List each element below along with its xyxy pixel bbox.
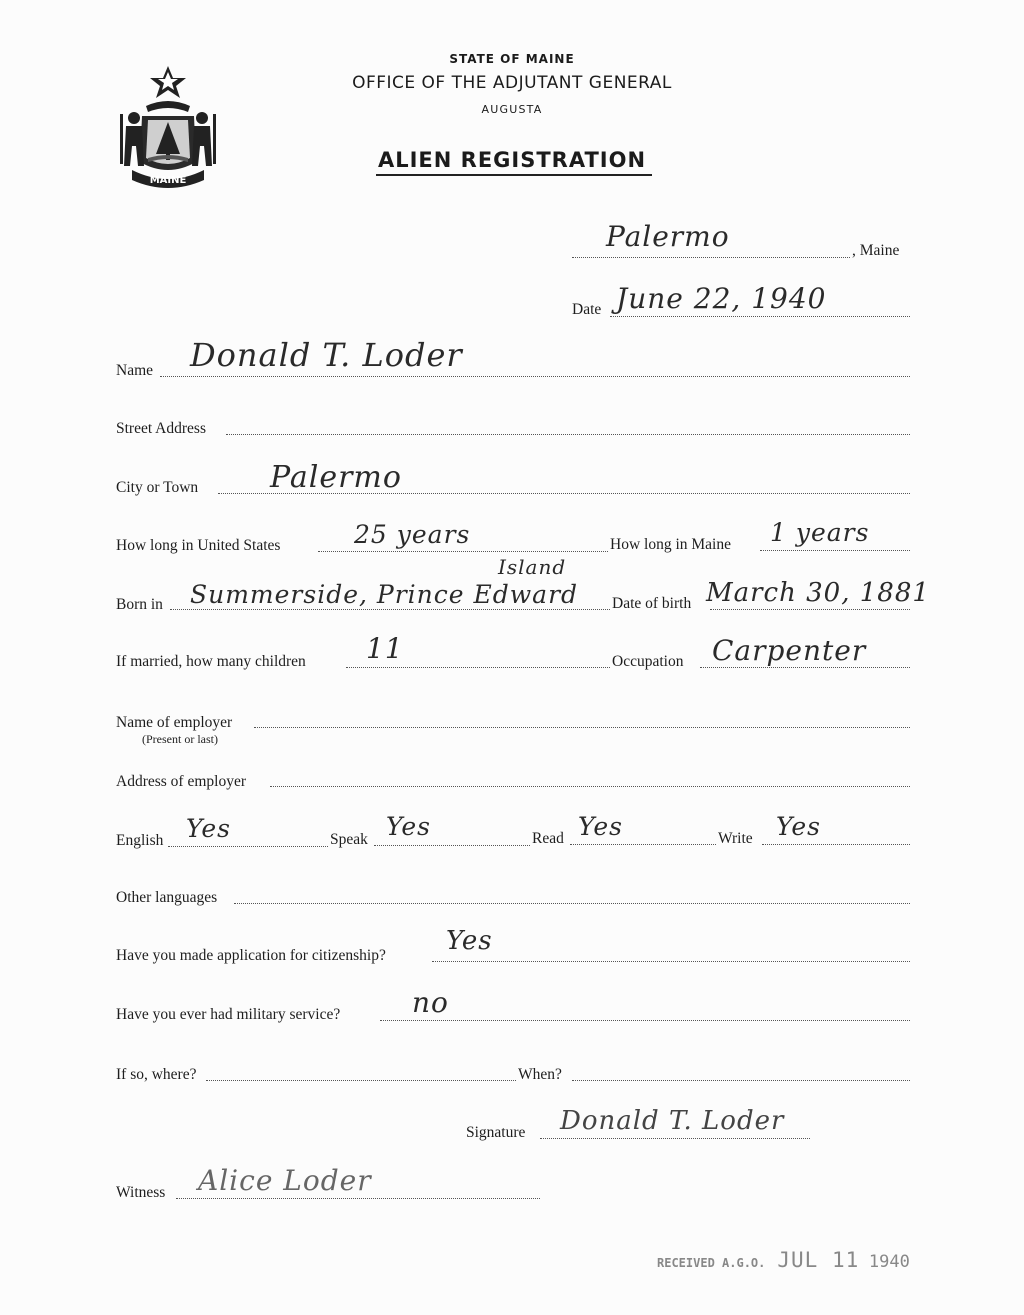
how-long-maine-value: 1 years (770, 518, 870, 547)
citizenship-label: Have you made application for citizenship? (116, 947, 386, 964)
name-line (160, 376, 910, 377)
dob-line (710, 609, 910, 610)
title-underline (376, 174, 652, 176)
write-value: Yes (776, 812, 821, 841)
dob-label: Date of birth (612, 595, 692, 612)
speak-label: Speak (330, 831, 368, 848)
read-value: Yes (578, 812, 623, 841)
where-label: If so, where? (116, 1066, 197, 1083)
children-line (346, 667, 610, 668)
town-line (572, 257, 850, 258)
citizenship-value: Yes (446, 926, 493, 956)
when-line (572, 1080, 910, 1081)
employer-address-line (270, 786, 910, 787)
stamp-received: RECEIVED A.G.O. (657, 1256, 766, 1270)
born-line (170, 609, 610, 610)
city-label: City or Town (116, 479, 199, 496)
read-line (570, 844, 716, 845)
witness-line (176, 1198, 540, 1199)
dob-value: March 30, 1881 (706, 578, 930, 608)
write-line (762, 844, 910, 845)
city-value: Palermo (270, 460, 402, 495)
town-value: Palermo (606, 220, 730, 253)
employer-address-label: Address of employer (116, 773, 246, 790)
received-stamp (657, 1248, 910, 1272)
occupation-line (700, 667, 910, 668)
stamp-year: 1940 (868, 1252, 910, 1272)
speak-line (374, 845, 530, 846)
occupation-label: Occupation (612, 653, 684, 670)
children-label: If married, how many children (116, 653, 306, 670)
date-value: June 22, 1940 (616, 282, 827, 315)
how-long-us-value: 25 years (354, 520, 471, 549)
write-label: Write (718, 830, 753, 847)
how-long-maine-line (760, 550, 910, 551)
military-label: Have you ever had military service? (116, 1006, 341, 1023)
signature-label: Signature (466, 1124, 526, 1141)
how-long-us-line (318, 551, 608, 552)
header-city: AUGUSTA (481, 103, 543, 116)
other-languages-label: Other languages (116, 889, 218, 906)
children-value: 11 (366, 632, 404, 665)
date-label: Date (572, 301, 602, 318)
svg-text:MAINE: MAINE (149, 175, 187, 186)
how-long-us-label: How long in United States (116, 537, 281, 554)
occupation-value: Carpenter (712, 634, 867, 667)
header-office: OFFICE OF THE ADJUTANT GENERAL (352, 73, 672, 93)
name-value: Donald T. Loder (190, 336, 463, 374)
speak-value: Yes (386, 812, 431, 841)
header-state: STATE OF MAINE (449, 52, 575, 66)
where-line (206, 1080, 516, 1081)
other-languages-line (234, 903, 910, 904)
english-value: Yes (186, 814, 231, 843)
street-label: Street Address (116, 420, 206, 437)
employer-line (254, 727, 910, 728)
english-line (168, 846, 328, 847)
form-title: ALIEN REGISTRATION (377, 148, 647, 172)
military-line (380, 1020, 910, 1021)
street-line (226, 434, 910, 435)
read-label: Read (532, 830, 564, 847)
employer-label: Name of employer (116, 714, 233, 731)
town-suffix: , Maine (852, 242, 900, 259)
born-label: Born in (116, 596, 163, 613)
stamp-date: JUL 11 (777, 1248, 860, 1272)
witness-value: Alice Loder (198, 1164, 372, 1197)
military-value: no (412, 986, 449, 1019)
signature-value: Donald T. Loder (560, 1106, 785, 1136)
born-extra-value: Island (498, 555, 567, 579)
name-label: Name (116, 362, 154, 379)
citizenship-line (432, 961, 910, 962)
date-line (610, 316, 910, 317)
how-long-maine-label: How long in Maine (610, 536, 731, 553)
witness-label: Witness (116, 1184, 166, 1201)
employer-sub: (Present or last) (142, 732, 218, 746)
english-label: English (116, 832, 164, 849)
born-value: Summerside, Prince Edward (190, 580, 579, 609)
signature-line (540, 1138, 810, 1139)
when-label: When? (518, 1066, 562, 1083)
